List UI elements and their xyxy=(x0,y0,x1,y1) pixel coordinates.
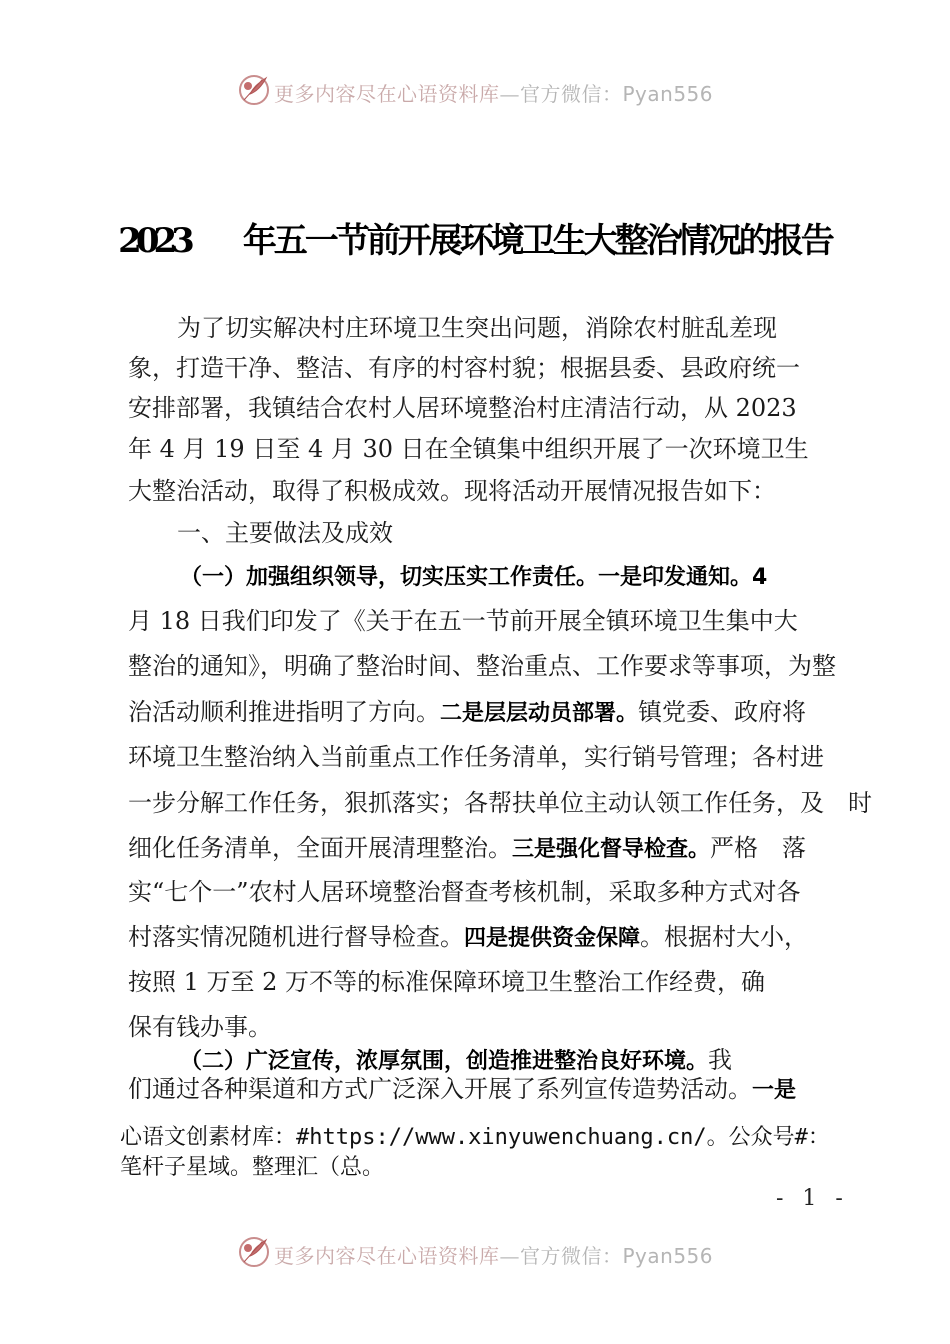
bold-phrase: 一是 xyxy=(752,1078,797,1103)
bold-phrase: 四是提供资金保障 xyxy=(464,926,641,951)
title-text: 年五一节前开展环境卫生大整治情况的报告 xyxy=(242,221,832,261)
banner-main-text: 更多内容尽在心语资料库 xyxy=(274,1244,500,1268)
body-text: 治活动顺利推进指明了方向。 xyxy=(128,698,440,726)
banner-text xyxy=(274,78,713,107)
body-line: 安排部署，我镇结合农村人居环境整治村庄清洁行动，从 2023 xyxy=(128,394,797,422)
body-line: 大整治活动，取得了积极成效。现将活动开展情况报告如下： xyxy=(128,477,776,505)
body-line: 为了切实解决村庄环境卫生突出问题，消除农村脏乱差现 xyxy=(177,314,777,342)
quill-logo-icon xyxy=(236,72,272,108)
subsection-heading: （一）加强组织领导，切实压实工作责任。一是印发通知。4 xyxy=(180,565,768,590)
body-text: 我 xyxy=(708,1046,733,1074)
body-text: 严格 落 xyxy=(710,834,807,862)
page-number: - 1 - xyxy=(776,1186,849,1211)
footer-watermark-banner xyxy=(0,1232,950,1272)
body-line: 按照 1 万至 2 万不等的标准保障环境卫生整治工作经费，确 xyxy=(128,968,766,996)
body-line: 年 4 月 19 日至 4 月 30 日在全镇集中组织开展了一次环境卫生 xyxy=(128,435,809,463)
body-line xyxy=(128,1074,796,1106)
banner-dash: — xyxy=(499,1244,520,1268)
body-line xyxy=(128,697,806,729)
body-line: 保有钱办事。 xyxy=(128,1013,272,1041)
bold-phrase: 三是强化督导检查。 xyxy=(512,837,711,862)
footnote-line: 笔杆子星域。整理汇（总。 xyxy=(120,1155,385,1180)
banner-wechat: 官方微信：Pyan556 xyxy=(520,1244,714,1268)
body-text: 镇党委、政府将 xyxy=(638,698,807,726)
banner-dash: — xyxy=(499,82,520,106)
bold-phrase: 二是层层动员部署。 xyxy=(440,701,639,726)
banner-text xyxy=(274,1240,713,1269)
body-text: 村落实情况随机进行督导检查。 xyxy=(128,923,464,951)
subsection-heading: （二）广泛宣传，浓厚氛围，创造推进整治良好环境。 xyxy=(180,1049,709,1074)
section-heading: 一、主要做法及成效 xyxy=(177,519,393,547)
title-year: 2023 xyxy=(118,221,189,261)
banner-main-text: 更多内容尽在心语资料库 xyxy=(274,82,500,106)
footnote-line: 心语文创素材库：#https://www.xinyuwenchuang.cn/。公众号#： xyxy=(120,1125,830,1150)
body-line xyxy=(180,1045,732,1077)
banner-wechat: 官方微信：Pyan556 xyxy=(520,82,714,106)
body-line: 一步分解工作任务，狠抓落实；各帮扶单位主动认领工作任务，及 时 xyxy=(128,789,872,817)
header-watermark-banner xyxy=(0,70,950,110)
body-line: 整治的通知》，明确了整治时间、整治重点、工作要求等事项，为整 xyxy=(128,652,836,680)
body-line: 实“七个一”农村人居环境整治督查考核机制，采取多种方式对各 xyxy=(128,878,801,906)
body-line: 象，打造干净、整洁、有序的村容村貌；根据县委、县政府统一 xyxy=(128,354,800,382)
body-text: 细化任务清单，全面开展清理整治。 xyxy=(128,834,512,862)
page-title xyxy=(60,213,890,262)
body-line xyxy=(128,922,808,954)
quill-logo-icon xyxy=(236,1234,272,1270)
body-text: 们通过各种渠道和方式广泛深入开展了系列宣传造势活动。 xyxy=(128,1075,752,1103)
body-line xyxy=(128,833,806,865)
body-line: 环境卫生整治纳入当前重点工作任务清单，实行销号管理；各村进 xyxy=(128,743,824,771)
body-text: 。根据村大小， xyxy=(640,923,809,951)
body-line: 月 18 日我们印发了《关于在五一节前开展全镇环境卫生集中大 xyxy=(128,607,798,635)
